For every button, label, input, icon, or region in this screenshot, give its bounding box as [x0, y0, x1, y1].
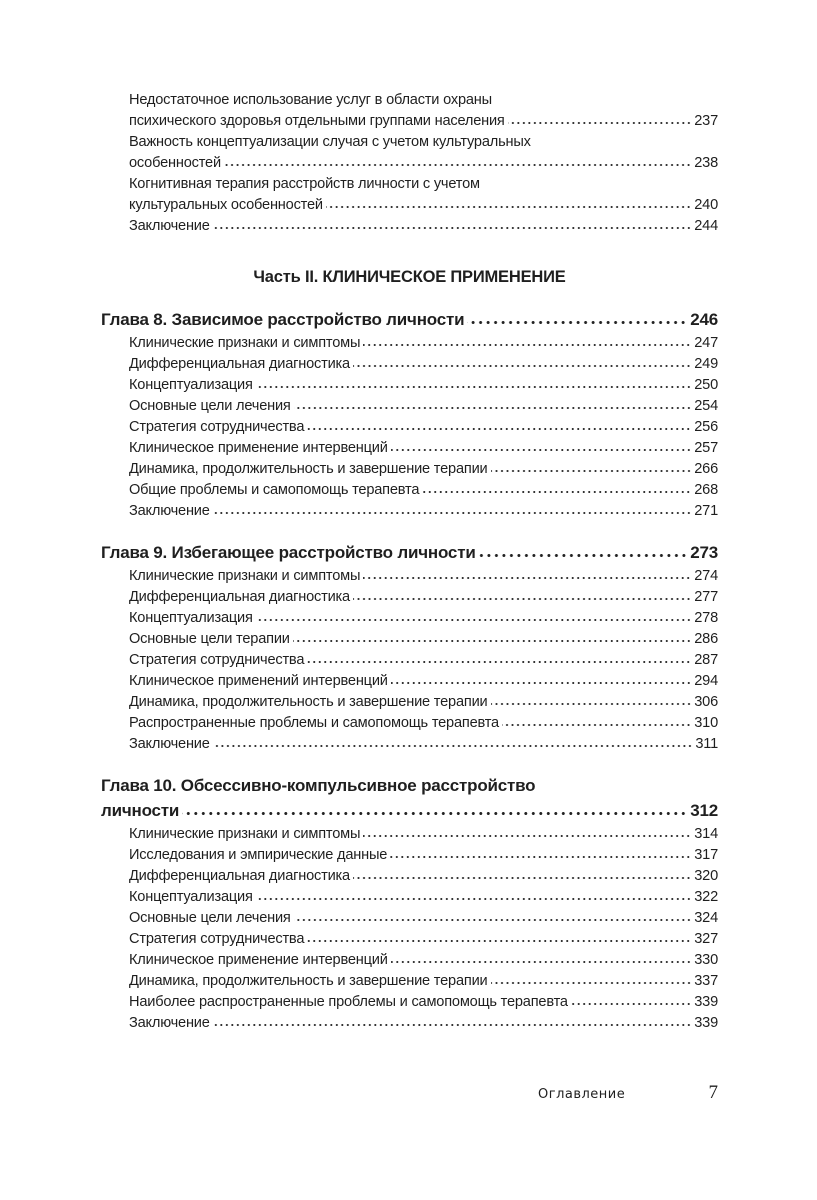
entry-title: Основные цели лечения	[129, 910, 291, 926]
dot-leader	[508, 121, 692, 125]
entry-title: Динамика, продолжительность и завершение терапии	[129, 973, 488, 989]
entry-row	[101, 501, 718, 522]
entry-row	[101, 354, 718, 375]
entry-title-line: Недостаточное использование услуг в области охраны	[129, 92, 492, 108]
toc-entry[interactable]	[101, 174, 718, 216]
entry-title: Основные цели терапии	[129, 631, 290, 647]
page-number: 7	[708, 1082, 718, 1103]
toc-entry[interactable]	[101, 480, 718, 501]
entry-page-number: 339	[694, 1015, 718, 1031]
entry-page-number: 256	[694, 419, 718, 435]
dot-leader	[363, 834, 691, 838]
entry-title: Клиническое применений интервенций	[129, 673, 388, 689]
entry-page-number: 330	[694, 952, 718, 968]
chapter-block	[101, 307, 718, 522]
section-block	[101, 90, 718, 237]
entry-page-number: 266	[694, 461, 718, 477]
dot-leader	[391, 448, 692, 452]
entry-title: особенностей	[129, 155, 221, 171]
chapter-heading	[101, 773, 718, 823]
entry-title: Заключение	[129, 1015, 210, 1031]
table-of-contents	[101, 90, 718, 1052]
entry-row	[101, 375, 718, 396]
entry-page-number: 306	[694, 694, 718, 710]
entry-row	[101, 692, 718, 713]
dot-leader	[224, 163, 691, 167]
entry-page-number: 274	[694, 568, 718, 584]
dot-leader	[502, 723, 691, 727]
entry-row	[101, 713, 718, 734]
toc-entry[interactable]	[101, 608, 718, 629]
entry-page-number: 314	[694, 826, 718, 842]
entry-page-number: 324	[694, 910, 718, 926]
entry-title-line: Когнитивная терапия расстройств личности с учетом	[129, 176, 480, 192]
entry-page-number: 320	[694, 868, 718, 884]
entry-row	[101, 459, 718, 480]
dot-leader	[353, 597, 691, 601]
entry-title: Заключение	[129, 736, 210, 752]
entry-title: Общие проблемы и самопомощь терапевта	[129, 482, 420, 498]
dot-leader	[213, 744, 693, 748]
entry-page-number: 247	[694, 335, 718, 351]
entry-row	[101, 950, 718, 971]
entry-page-number: 294	[694, 673, 718, 689]
dot-leader	[363, 576, 691, 580]
toc-entry[interactable]	[101, 396, 718, 417]
entry-row	[101, 845, 718, 866]
entry-title: Клинические признаки и симптомы	[129, 826, 361, 842]
part-heading: Часть II. КЛИНИЧЕСКОЕ ПРИМЕНЕНИЕ	[253, 268, 566, 286]
toc-entry[interactable]	[101, 132, 718, 174]
dot-leader	[307, 939, 691, 943]
entry-page-number: 271	[694, 503, 718, 519]
entry-title: Клинические признаки и симптомы	[129, 568, 361, 584]
entry-page-number: 286	[694, 631, 718, 647]
entry-row	[101, 307, 718, 332]
entry-page-number: 240	[694, 197, 718, 213]
dot-leader	[256, 385, 692, 389]
entry-row	[101, 971, 718, 992]
toc-entry[interactable]	[101, 650, 718, 671]
entry-title: Концептуализация	[129, 889, 253, 905]
entry-row	[101, 396, 718, 417]
dot-leader	[307, 660, 691, 664]
dot-leader	[256, 618, 692, 622]
entry-row	[101, 866, 718, 887]
chapter-block	[101, 540, 718, 755]
toc-entry[interactable]	[101, 929, 718, 950]
entry-title: Клиническое применение интервенций	[129, 952, 388, 968]
entry-page-number: 311	[695, 736, 718, 752]
toc-entry[interactable]	[101, 629, 718, 650]
entry-title: Концептуализация	[129, 610, 253, 626]
entry-title: Стратегия сотрудничества	[129, 652, 305, 668]
entry-title: Глава 9. Избегающее расстройство личности	[101, 543, 476, 562]
entry-title: Дифференциальная диагностика	[129, 868, 350, 884]
entry-title: Концептуализация	[129, 377, 253, 393]
entry-title: Стратегия сотрудничества	[129, 931, 305, 947]
entry-row	[101, 438, 718, 459]
toc-entry[interactable]	[101, 950, 718, 971]
dot-leader	[213, 226, 692, 230]
running-title: Оглавление	[538, 1087, 626, 1102]
entry-row	[101, 929, 718, 950]
toc-entry[interactable]	[101, 438, 718, 459]
chapter-entry[interactable]	[101, 540, 718, 565]
entry-title: Дифференциальная диагностика	[129, 589, 350, 605]
toc-entry[interactable]	[101, 866, 718, 887]
entry-row	[101, 216, 718, 237]
entry-title: психического здоровья отдельными группами населения	[129, 113, 505, 129]
entry-row	[101, 887, 718, 908]
entry-title: культуральных особенностей	[129, 197, 323, 213]
entry-row	[101, 195, 718, 216]
toc-entry[interactable]	[101, 216, 718, 237]
toc-entry[interactable]	[101, 90, 718, 132]
entry-page-number: 254	[694, 398, 718, 414]
chapter-heading	[101, 307, 718, 332]
page-footer	[538, 1082, 718, 1104]
toc-entry[interactable]	[101, 971, 718, 992]
toc-entry[interactable]	[101, 845, 718, 866]
entry-title: Клинические признаки и симптомы	[129, 335, 361, 351]
dot-leader	[390, 855, 691, 859]
toc-entry[interactable]	[101, 671, 718, 692]
entry-row	[101, 480, 718, 501]
dot-leader	[479, 553, 688, 558]
entry-row	[101, 153, 718, 174]
entry-row	[101, 671, 718, 692]
entry-page-number: 322	[694, 889, 718, 905]
entry-row	[101, 629, 718, 650]
entry-page-number: 327	[694, 931, 718, 947]
entry-page-number: 277	[694, 589, 718, 605]
entry-title: Клиническое применение интервенций	[129, 440, 388, 456]
entry-row	[101, 1013, 718, 1034]
dot-leader	[363, 343, 691, 347]
entry-row	[101, 566, 718, 587]
toc-entry[interactable]	[101, 501, 718, 522]
dot-leader	[294, 918, 692, 922]
toc-entry[interactable]	[101, 992, 718, 1013]
dot-leader	[353, 876, 691, 880]
entry-title: Динамика, продолжительность и завершение терапии	[129, 694, 488, 710]
toc-entry[interactable]	[101, 734, 718, 755]
entry-page-number: 249	[694, 356, 718, 372]
dot-leader	[294, 406, 692, 410]
toc-entry[interactable]	[101, 692, 718, 713]
entry-title: Заключение	[129, 218, 210, 234]
toc-entry[interactable]	[101, 824, 718, 845]
dot-leader	[491, 702, 692, 706]
entry-row	[101, 540, 718, 565]
entry-title: Наиболее распространенные проблемы и самопомощь терапевта	[129, 994, 568, 1010]
entry-page-number: 237	[694, 113, 718, 129]
entry-page-number: 339	[694, 994, 718, 1010]
toc-entry[interactable]	[101, 417, 718, 438]
toc-entry[interactable]	[101, 713, 718, 734]
entry-page-number: 244	[694, 218, 718, 234]
entry-title: Стратегия сотрудничества	[129, 419, 305, 435]
entry-page-number: 257	[694, 440, 718, 456]
entry-title: Заключение	[129, 503, 210, 519]
dot-leader	[256, 897, 692, 901]
dot-leader	[213, 511, 692, 515]
toc-entry[interactable]	[101, 887, 718, 908]
dot-leader	[182, 811, 687, 816]
entry-row	[101, 824, 718, 845]
dot-leader	[467, 320, 687, 325]
entry-title-line: Важность концептуализации случая с учетом культуральных	[129, 134, 531, 150]
entry-title: Исследования и эмпирические данные	[129, 847, 388, 863]
entry-row	[101, 734, 718, 755]
dot-leader	[213, 1023, 692, 1027]
chapter-entry[interactable]	[101, 773, 718, 823]
entry-row	[101, 908, 718, 929]
entry-row	[101, 650, 718, 671]
toc-entry[interactable]	[101, 459, 718, 480]
entry-title-line: Глава 10. Обсессивно-компульсивное расстройство	[101, 776, 536, 795]
entry-page-number: 337	[694, 973, 718, 989]
dot-leader	[391, 960, 692, 964]
dot-leader	[491, 469, 692, 473]
entry-row	[101, 333, 718, 354]
entry-title: Распространенные проблемы и самопомощь терапевта	[129, 715, 499, 731]
chapter-block	[101, 773, 718, 1034]
entry-page-number: 238	[694, 155, 718, 171]
entry-page-number: 310	[694, 715, 718, 731]
dot-leader	[571, 1002, 691, 1006]
chapter-heading	[101, 540, 718, 565]
dot-leader	[326, 205, 691, 209]
entry-title: Глава 8. Зависимое расстройство личности	[101, 310, 465, 329]
entry-page-number: 273	[690, 543, 718, 562]
chapter-entry[interactable]	[101, 307, 718, 332]
entry-page-number: 250	[694, 377, 718, 393]
toc-entry[interactable]	[101, 908, 718, 929]
entry-title: Динамика, продолжительность и завершение терапии	[129, 461, 488, 477]
dot-leader	[391, 681, 692, 685]
toc-entry[interactable]	[101, 333, 718, 354]
entry-title: личности	[101, 801, 180, 820]
entry-title: Дифференциальная диагностика	[129, 356, 350, 372]
toc-entry[interactable]	[101, 1013, 718, 1034]
toc-entry[interactable]	[101, 354, 718, 375]
entry-row	[101, 608, 718, 629]
toc-entry[interactable]	[101, 566, 718, 587]
entry-page-number: 312	[690, 801, 718, 820]
dot-leader	[307, 427, 691, 431]
dot-leader	[353, 364, 691, 368]
entry-page-number: 246	[690, 310, 718, 329]
entry-row	[101, 111, 718, 132]
dot-leader	[491, 981, 692, 985]
entry-row	[101, 992, 718, 1013]
entry-page-number: 317	[694, 847, 718, 863]
entry-row	[101, 417, 718, 438]
dot-leader	[422, 490, 691, 494]
entry-page-number: 287	[694, 652, 718, 668]
entry-page-number: 268	[694, 482, 718, 498]
toc-entry[interactable]	[101, 375, 718, 396]
entry-page-number: 278	[694, 610, 718, 626]
toc-entry[interactable]	[101, 587, 718, 608]
entry-row	[101, 587, 718, 608]
entry-title: Основные цели лечения	[129, 398, 291, 414]
dot-leader	[293, 639, 692, 643]
entry-row	[101, 798, 718, 823]
